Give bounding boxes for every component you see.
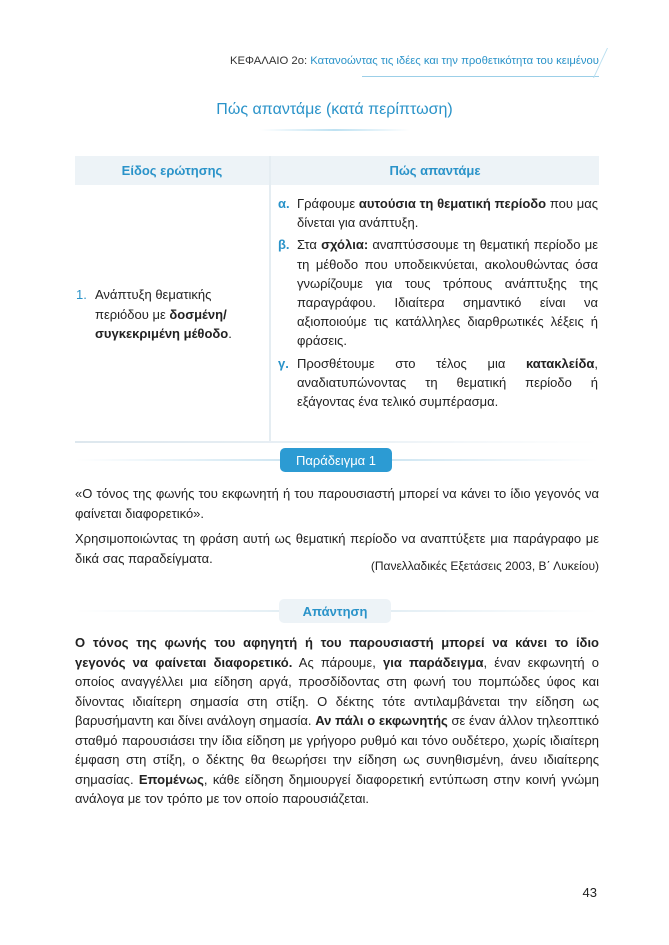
step-text: , αναδιατυπώνοντας τη θεματική περίοδο ή εξάγοντας ένα τελικό συμπέρασμα. [297, 355, 598, 410]
example-instruction: Χρησιμοποιώντας τη φράση αυτή ως θεματική περίοδο να αναπτύξετε μια παράγραφο με δικά σας παραδείγματα. [75, 531, 599, 566]
answer-bold: Αν πάλι ο εκφωνητής [315, 713, 448, 728]
answer-text: σε έναν άλλον τηλεοπτικό σταθμό παρουσιάσει την ίδια είδηση με γρήγορο ρυθμό και τόνο ουδέτερο, χωρίς ιδιαίτερη έμφαση στη στίξη, ο δέκτης θα θεωρήσει την είδηση ως συνηθισμένη, άνευ ιδιαίτερης σημασίας. [75, 713, 600, 787]
answer-text: , κάθε είδηση δημιουργεί διαφορετική εντύπωση στην κοινή γνώμη ανάλογα με τον τρόπο με τον οποίο παρουσιάζεται. [75, 771, 599, 806]
answer-text: , έναν εκφωνητή ο οποίος αναγγέλλει μια είδηση αργά, προσδίδοντας στη φωνή του πομπώδες ύφος και δίνοντας ιδιαίτερη σημασία στη στίξη. Ο δέκτης τότε αντιλαμβάνεται την είδηση ως βαρυσήμαντη και δίνει ανάλογη σημασία. [75, 654, 599, 728]
example-label: Παράδειγμα 1 [280, 448, 392, 472]
step-text: αναπτύσσουμε τη θεματική περίοδο με τη μέθοδο που υποδεικνύεται, ακολουθώντας όσα γνωρίζουμε για τους τρόπους ανάπτυξης της παραγράφου. Ιδιαίτερα σημαντικό είναι να αξιοποιούμε τις κατάλληλες διαρθρωτικές λέξεις ή φράσεις. [297, 237, 599, 349]
section-title-rule [260, 129, 410, 131]
question-number: 1. [76, 287, 87, 302]
table-header-how-to-answer: Πώς απαντάμε [271, 156, 599, 185]
answer-step-c [278, 354, 598, 412]
table-column-divider [269, 156, 271, 441]
table-bottom-rule [75, 441, 599, 443]
answer-topic-sentence: Ο τόνος της φωνής του αφηγητή ή του παρουσιαστή μπορεί να κάνει το ίδιο γεγονός να φαίνεται διαφορετικό. [75, 635, 599, 670]
step-bold: κατακλείδα [525, 355, 595, 371]
step-text: Προσθέτουμε στο τέλος μια [297, 355, 526, 371]
step-bold: αυτούσια τη θεματική περίοδο [358, 196, 547, 211]
question-line-3-bold: συγκεκριμένη μέθοδο [95, 326, 229, 341]
step-marker: α. [278, 196, 290, 211]
question-line-2 [76, 305, 266, 325]
answer-step-a [278, 194, 598, 232]
answer-bold: Επομένως [138, 771, 204, 787]
answer-label: Απάντηση [279, 599, 391, 623]
question-line-2-text: περιόδου με [95, 306, 170, 322]
question-line-3 [76, 324, 266, 344]
example-source: (Πανελλαδικές Εξετάσεις 2003, Β΄ Λυκείου) [370, 559, 599, 573]
step-marker: β. [278, 237, 290, 253]
question-line-1: Ανάπτυξη θεματικής [95, 287, 212, 302]
header-rule [362, 76, 599, 77]
step-text: Στα [297, 237, 322, 253]
question-line-2-bold: δοσμένη/ [169, 306, 227, 322]
chapter-subtitle: Κατανοώντας τις ιδέες και την προθετικότητα του κειμένου [310, 55, 599, 67]
running-header [230, 55, 599, 67]
step-text: που μας δίνεται για ανάπτυξη. [297, 196, 598, 231]
page-number: 43 [582, 885, 597, 900]
answer-step-b [278, 235, 598, 350]
section-title: Πώς απαντάμε (κατά περίπτωση) [216, 101, 453, 118]
step-bold: σχόλια: [321, 237, 369, 253]
answer-paragraph [75, 633, 599, 809]
step-marker: γ. [278, 355, 289, 371]
chapter-label: ΚΕΦΑΛΑΙΟ 2ο: [229, 55, 308, 67]
question-line-3-end: . [228, 326, 232, 341]
step-text: Γράφουμε [297, 196, 359, 211]
answer-bold: για παράδειγμα [383, 654, 484, 670]
table-header-question-type: Είδος ερώτησης [75, 156, 269, 185]
question-type-cell [76, 285, 266, 344]
answer-text: Ας πάρουμε, [292, 654, 384, 670]
how-to-answer-cell [278, 194, 598, 414]
example-quote: «Ο τόνος της φωνής του εκφωνητή ή του παρουσιαστή μπορεί να κάνει το ίδιο γεγονός να φαίνεται διαφορετικό». [75, 486, 599, 521]
